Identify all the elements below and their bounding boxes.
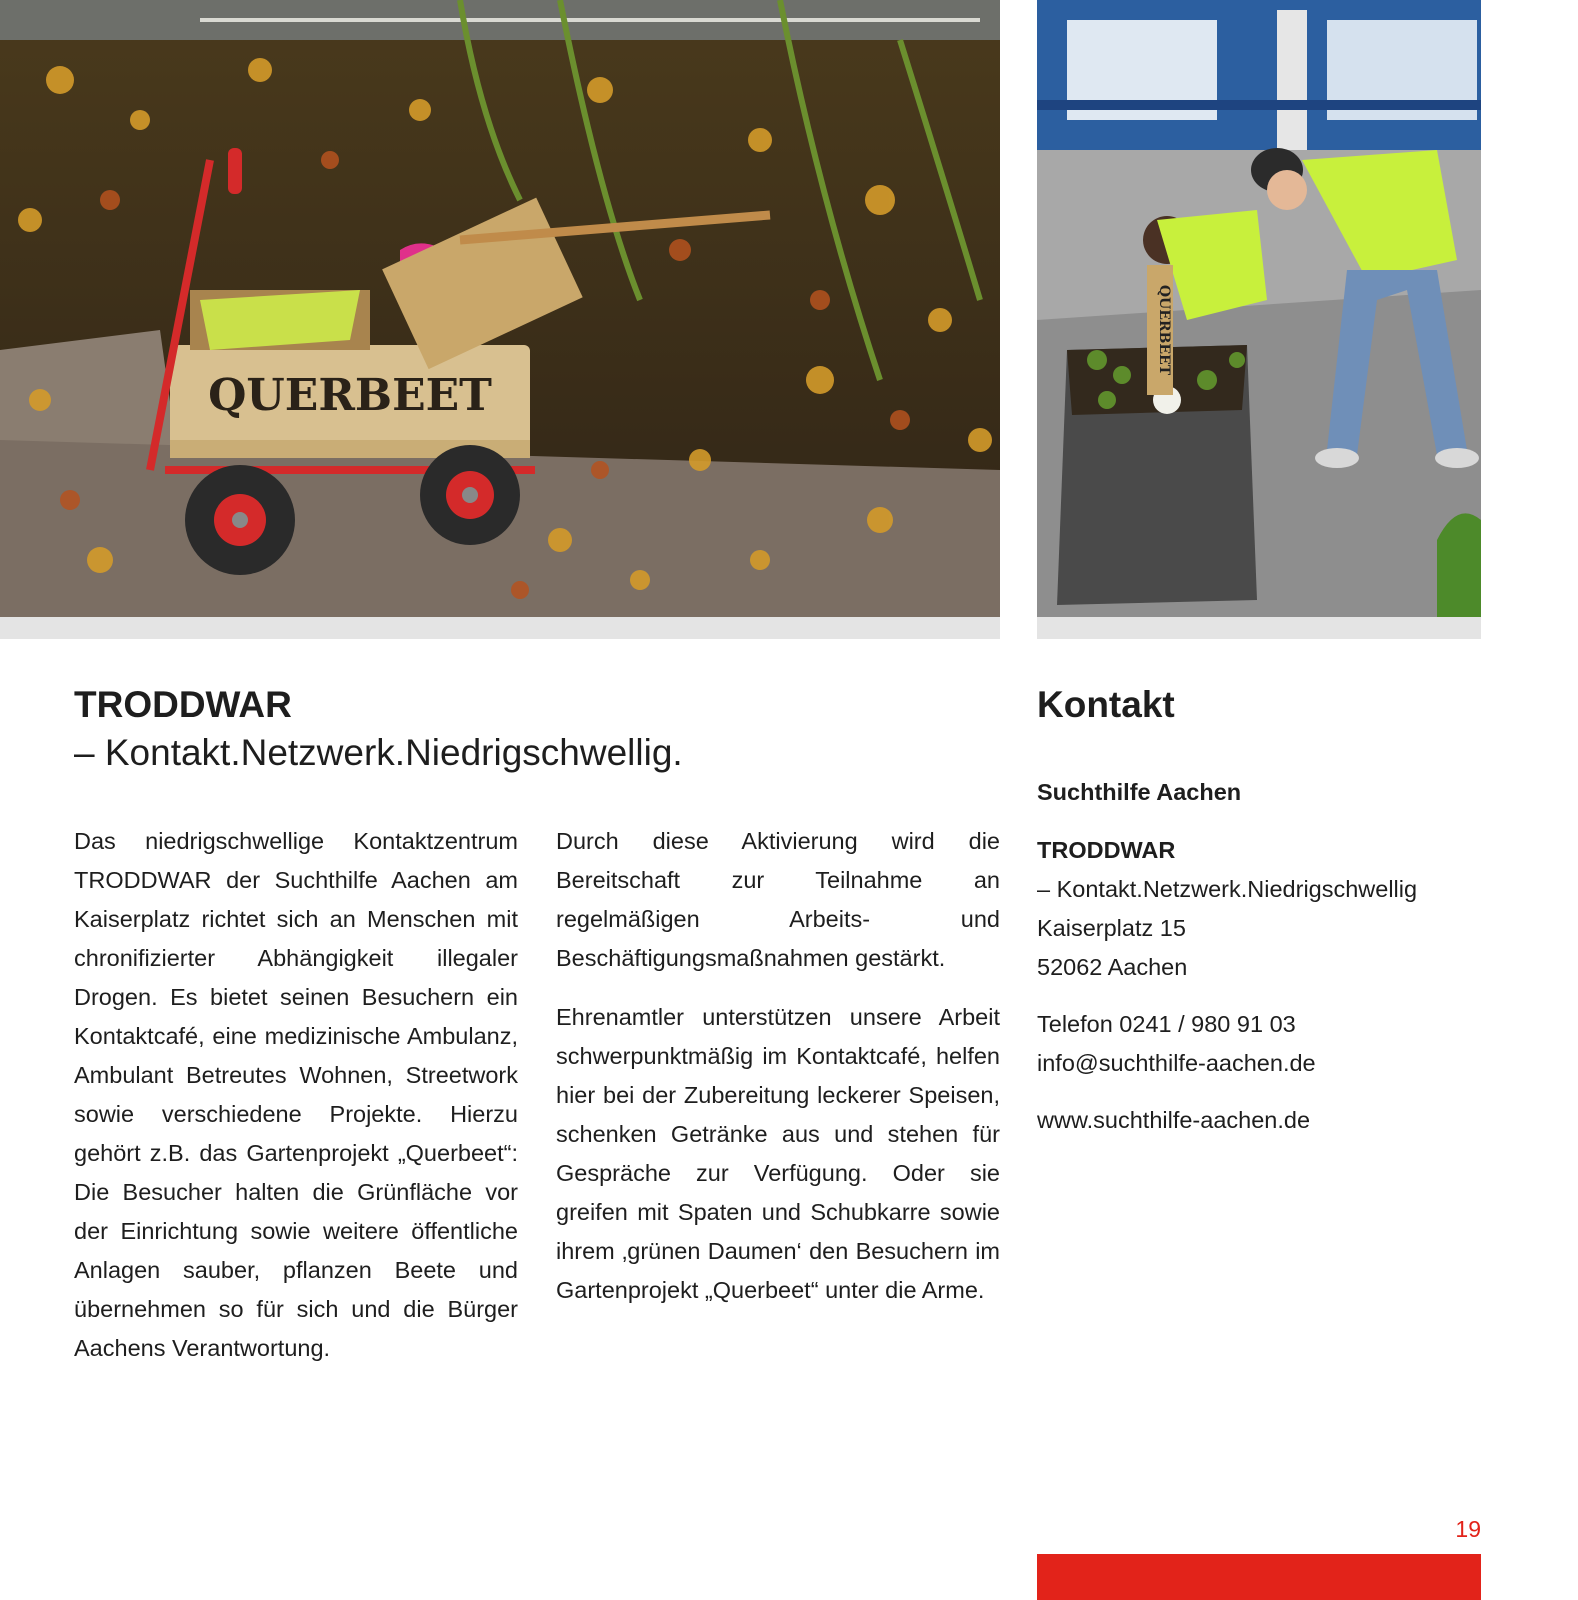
wagon-illustration <box>0 0 1000 617</box>
photo-planter <box>1037 0 1481 617</box>
contact-name: TRODDWAR <box>1037 837 1176 863</box>
photo-caption-band <box>0 617 1000 639</box>
footer-accent-bar <box>1037 1554 1481 1600</box>
contact-phone: Telefon 0241 / 980 91 03 <box>1037 1011 1296 1037</box>
article-subtitle: – Kontakt.Netzwerk.Niedrigschwellig. <box>74 732 683 773</box>
contact-details <box>1037 831 1507 1140</box>
contact-heading: Kontakt <box>1037 684 1175 725</box>
paragraph: Ehrenamtler unterstützen unsere Arbeit schwerpunktmäßig im Kontaktcafé, helfen hier bei der Zubereitung leckerer Speisen, schenken Getränke aus und stehen für Gespräche zur Verfügung. Oder sie greifen mit Spaten und Schubkarre sowie ihrem ‚grünen Daumen‘ den Besuchern im Gartenprojekt „Querbeet“ unter die Arme. <box>556 1004 1000 1303</box>
svg-text:QUERBEET: QUERBEET <box>1156 284 1172 376</box>
spacer <box>1037 987 1507 1005</box>
paragraph: Durch diese Aktivierung wird die Bereitschaft zur Teilnahme an regelmäßigen Arbeits- und Beschäftigungsmaßnahmen gestärkt. <box>556 828 1000 971</box>
contact-city: 52062 Aachen <box>1037 954 1188 980</box>
page-number: 19 <box>1455 1516 1481 1542</box>
contact-email[interactable]: info@suchthilfe-aachen.de <box>1037 1050 1316 1076</box>
contact-organization: Suchthilfe Aachen <box>1037 779 1242 805</box>
text-column-right <box>556 822 1000 1318</box>
contact-street: Kaiserplatz 15 <box>1037 915 1186 941</box>
paragraph: Das niedrigschwellige Kontaktzentrum TRODDWAR der Suchthilfe Aachen am Kaiserplatz richtet sich an Menschen mit chronifizierter Abhängigkeit illegaler Drogen. Es bietet seinen Besuchern ein Kontaktcafé, eine medizinische Ambulanz, Ambulant Betreutes Wohnen, Streetwork sowie verschiedene Projekte. Hierzu gehört z.B. das Gartenprojekt „Querbeet“: Die Besucher halten die Grünfläche vor der Einrichtung sowie weitere öffentliche Anlagen sauber, pflanzen Beete und übernehmen so für sich und die Bürger Aachens Verantwortung. <box>74 828 518 1361</box>
contact-website[interactable]: www.suchthilfe-aachen.de <box>1037 1107 1311 1133</box>
photo-wagon <box>0 0 1000 617</box>
article-title: TRODDWAR <box>74 684 292 725</box>
planter-illustration <box>1037 0 1481 617</box>
spacer <box>1037 1083 1507 1101</box>
contact-tagline: – Kontakt.Netzwerk.Niedrigschwellig <box>1037 876 1418 902</box>
text-column-left <box>74 822 518 1376</box>
svg-text:QUERBEET: QUERBEET <box>208 370 492 421</box>
photo-caption-band <box>1037 617 1481 639</box>
